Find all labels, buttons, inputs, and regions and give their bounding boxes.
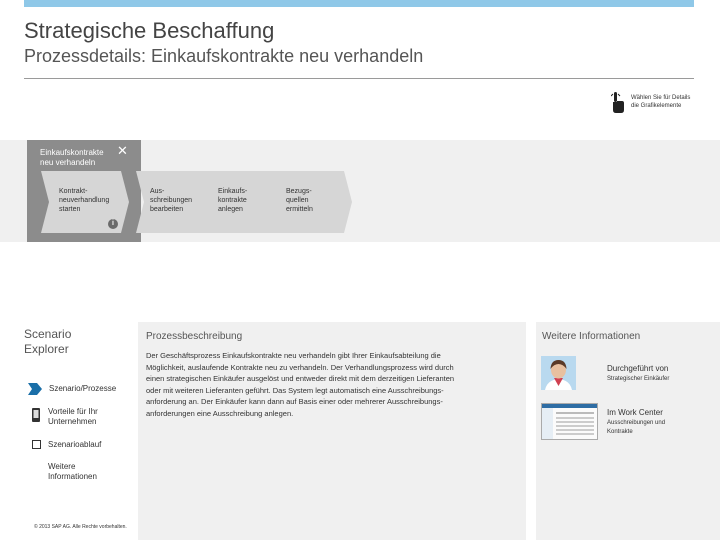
nav-item-benefits[interactable]: Vorteile für Ihr Unternehmen	[32, 406, 132, 428]
process-step-2-label: Aus- schreibungen bearbeiten	[150, 188, 193, 213]
hint-line-1: Wählen Sie für Details	[631, 95, 691, 101]
process-step-2[interactable]	[136, 171, 214, 233]
process-description-text: Der Geschäftsprozess Einkaufskontrakte neu verhandeln gibt Ihrer Einkaufsabteilung die Möglichkeit, auslaufende Kontrakte neu zu verhandeln. Der Verhandlungsprozess wird durch einen strategischen Einkäufer ausgelöst und entweder direkt mit dem derzeitigen Lieferanten oder mit weiteren Lieferanten geführt. Das System legt automatisch eine Ausschreibungs- anforderung an. Der Einkäufer kann dann auf Basis einer oder mehrerer Ausschreibungs- anforderungen eine Ausschreibung anlegen.	[146, 351, 455, 418]
process-step-4-label: Bezugs- quellen ermitteln	[286, 188, 313, 213]
hint-line-2: die Grafikelemente	[631, 103, 682, 109]
performed-by-label: Durchgeführt von	[607, 364, 669, 373]
nav-item-more-info[interactable]: Weitere Informationen	[48, 462, 97, 481]
header-divider	[24, 78, 694, 79]
work-center-label: Im Work Center	[607, 408, 663, 417]
arrow-right-icon	[28, 383, 42, 395]
nav-item-scenario-flow[interactable]: Szenarioablauf	[32, 438, 132, 452]
process-group-label: Einkaufskontrakte neu verhandeln	[40, 148, 104, 167]
avatar	[541, 356, 576, 390]
page-subtitle: Prozessdetails: Einkaufskontrakte neu verhandeln	[24, 46, 424, 66]
process-step-1-label: Kontrakt- neuverhandlung starten	[59, 188, 110, 213]
nav-item-scenario-processes[interactable]: Szenario/Prozesse	[28, 383, 136, 395]
pointing-hand-icon	[611, 92, 625, 114]
selection-hint	[611, 90, 716, 130]
process-step-3[interactable]	[205, 171, 283, 233]
process-step-3-label: Einkaufs- kontrakte anlegen	[218, 188, 248, 213]
page-title: Strategische Beschaffung	[24, 18, 275, 43]
scenario-explorer-heading: Scenario Explorer	[24, 327, 72, 356]
work-center-thumbnail[interactable]	[541, 403, 598, 440]
copyright-notice: © 2013 SAP AG. Alle Rechte vorbehalten.	[34, 524, 127, 530]
more-info-title: Weitere Informationen	[542, 331, 641, 342]
close-icon[interactable]: ✕	[117, 143, 128, 158]
phone-icon	[32, 408, 40, 422]
square-icon	[32, 440, 41, 449]
performed-by-value: Strategischer Einkäufer	[607, 376, 670, 382]
process-step-4[interactable]	[274, 171, 352, 233]
work-center-value: Ausschreibungen und Kontrakte	[607, 420, 666, 435]
info-icon[interactable]: i	[108, 219, 118, 229]
process-description-title: Prozessbeschreibung	[146, 331, 243, 342]
top-accent-bar	[24, 0, 694, 7]
